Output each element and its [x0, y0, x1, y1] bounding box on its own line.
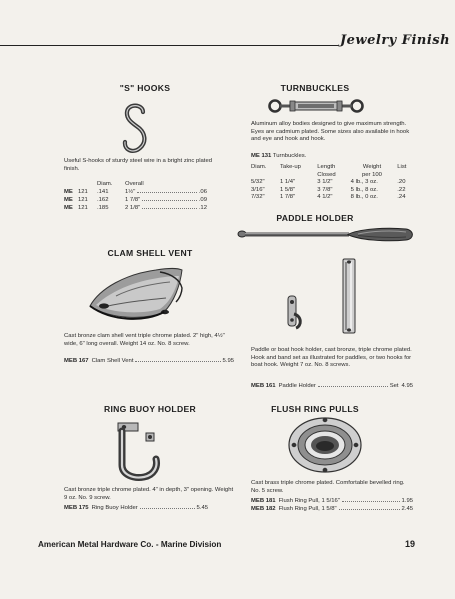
buoy-description: Cast bronze triple chrome plated. 4" in depth, 3" opening. Weight 9 oz. No. 9 screw.	[64, 487, 234, 501]
paddle-holder-hook-illustration	[284, 294, 304, 332]
paddle-price-line: MEB 161 Paddle Holder Set 4.95	[251, 383, 413, 389]
table-subheader-row: Closed per 100	[317, 171, 382, 178]
clam-title: CLAM SHELL VENT	[107, 248, 193, 258]
flush-description: Cast brass triple chrome plated. Comfortable bevelled ring. No. 5 screw.	[251, 480, 405, 494]
buoy-price-line: MEB 175 Ring Buoy Holder 5.45	[64, 505, 208, 511]
flush-price-line: MEB 182 Flush Ring Pull, 1 5/8" 2.45	[251, 506, 413, 512]
table-row: 5/32" 1 1/4" 3 1/2" 4 lb., 3 oz. .20	[251, 179, 406, 186]
flush-ring-pull-illustration	[286, 415, 364, 475]
s-hooks-col-diam: Diam.	[97, 181, 113, 187]
paddle-holder-band-illustration	[340, 256, 358, 336]
s-hook-illustration	[118, 98, 158, 158]
clam-description: Cast bronze clam shell vent triple chrome plated. 2" high, 4½" wide, 6" long overall. Weight 14 oz. No. 8 screw.	[64, 333, 225, 347]
s-hooks-col-overall: Overall	[125, 181, 144, 187]
footer-company: American Metal Hardware Co. - Marine Division	[38, 540, 222, 549]
paddle-title: PADDLE HOLDER	[276, 213, 354, 223]
s-hooks-title: "S" HOOKS	[119, 83, 171, 93]
turnbuckles-spec-table	[249, 164, 415, 202]
header-title: Jewelry Finish	[340, 33, 451, 48]
header-rule	[0, 45, 338, 46]
turnbuckles-title: TURNBUCKLES	[280, 83, 350, 93]
s-hooks-description: Useful S-hooks of sturdy steel wire in a bright zinc plated finish.	[64, 158, 212, 172]
turnbuckle-illustration	[268, 97, 364, 115]
turnbuckles-description: Aluminum alloy bodies designed to give maximum strength. Eyes are cadmium plated. Some sizes also available in hook and eye and hook and hook.	[251, 121, 410, 143]
catalog-page: Jewelry Finish "S" HOOKS Useful S-hooks of sturdy steel wire in a bright zinc plated finish. Diam. Overall ME 121 .141 1½" .06 ME 121 .162 1 7/8" .09 ME 121 .185 2 1/8" .12 CLAM SHELL VENT Cast bronze clam shell vent triple chrome plated. 2" high, 4½" wide, 6" long overall. Weight 14 oz. No. 8 screw. MEB 167 Clam Shell Vent 5.95 RING BUOY HOLDER Cast bronze triple chrome plated. 4" in depth, 3" opening. Weight 9 oz. No. 9 screw. MEB 175 Ring Buoy Holder 5.45 TURNBUCKLES Aluminum alloy bodies designed to give maximum strength. Eyes are cadmium plated. Some sizes also available in hook and eye and hook and hook. ME 131 Turnbuckles. Diam. Take-up Length Weight List Closed per 100 5/32" 1 1/4" 3 1/2" 4 lb., 3 oz. .20 3/16" 1 5/8" 3 7/8" 5 lb., 8 oz. .22 7/32" 1 7/8" 4 1/2" 8 lb., 0 oz. .24 PADDLE HOLDER Paddle or boat hook holder, cast bronze, triple chrome plated. Hook and band set as illustrated for paddles, or two hooks for boat hook. Weight 7 oz. No. 8 screws. MEB 161 Paddle Holder Set 4.95 FLUSH RING PULLS Cast brass triple chrome plated. Comfortable bevelled ring. No. 5 screw. MEB 181 Flush Ring Pull, 1 5/16" 1.95 MEB 182 Flush Ring Pull, 1 5/8" 2.45 American Metal Hardware Co. - Marine Division 19	[0, 0, 455, 599]
buoy-title: RING BUOY HOLDER	[103, 404, 197, 414]
paddle-description: Paddle or boat hook holder, cast bronze, triple chrome plated. Hook and band set as illustrated for paddles, or two hooks for boat hook. Weight 7 oz. No. 8 screws.	[251, 347, 412, 369]
table-row: 7/32" 1 7/8" 4 1/2" 8 lb., 0 oz. .24	[251, 194, 406, 201]
paddle-illustration	[236, 226, 416, 246]
flush-price-line: MEB 181 Flush Ring Pull, 1 5/16" 1.95	[251, 498, 413, 504]
clam-price-line: MEB 167 Clam Shell Vent 5.95	[64, 358, 234, 364]
page-number: 19	[405, 539, 416, 549]
flush-title: FLUSH RING PULLS	[271, 404, 359, 414]
clam-shell-vent-illustration	[86, 262, 186, 324]
table-row: 3/16" 1 5/8" 3 7/8" 5 lb., 8 oz. .22	[251, 186, 406, 193]
turnbuckles-product-line: ME 131 Turnbuckles.	[251, 153, 307, 159]
ring-buoy-holder-illustration	[112, 419, 162, 481]
table-header-row: Diam. Take-up Length Weight List	[251, 164, 407, 170]
